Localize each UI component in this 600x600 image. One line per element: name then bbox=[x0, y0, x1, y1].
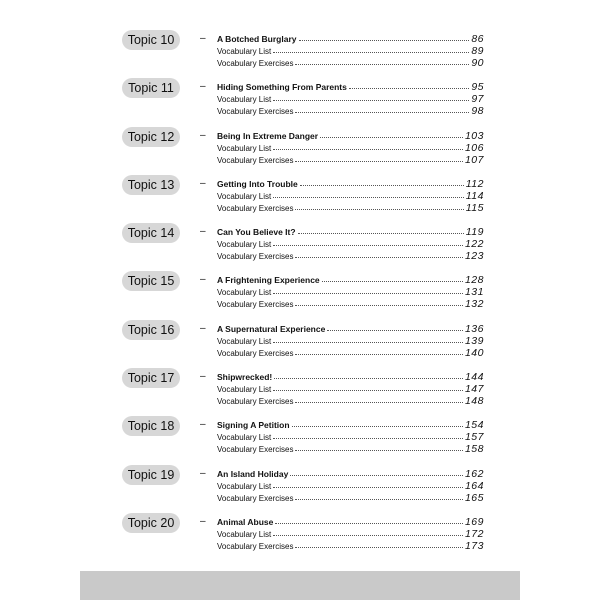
dot-leader bbox=[327, 322, 463, 331]
toc-entry bbox=[122, 78, 484, 126]
page-number: 169 bbox=[464, 515, 484, 528]
page-number: 140 bbox=[464, 346, 484, 359]
page-number: 165 bbox=[464, 491, 484, 504]
topic-label: Topic 11 bbox=[122, 78, 180, 98]
vocab-list-label: Vocabulary List bbox=[217, 288, 272, 298]
topic-label: Topic 10 bbox=[122, 30, 180, 50]
topic-title: Getting Into Trouble bbox=[217, 178, 298, 189]
toc-entry bbox=[122, 30, 484, 78]
page-number: 119 bbox=[465, 226, 484, 239]
page-number: 154 bbox=[464, 419, 484, 432]
dot-leader bbox=[295, 56, 469, 65]
vocab-list-label: Vocabulary List bbox=[217, 95, 272, 105]
dot-leader bbox=[322, 273, 463, 282]
topic-title: A Botched Burglary bbox=[217, 34, 297, 44]
toc-vocab-exercises-line[interactable] bbox=[217, 540, 484, 552]
toc-vocab-exercises-line[interactable] bbox=[217, 250, 484, 262]
table-of-contents bbox=[122, 30, 484, 561]
toc-entry bbox=[122, 368, 484, 416]
separator-dash: – bbox=[200, 371, 206, 383]
dot-leader bbox=[298, 225, 464, 234]
page-number: 112 bbox=[465, 177, 484, 190]
footer-bar bbox=[80, 571, 520, 600]
vocab-list-label: Vocabulary List bbox=[217, 385, 272, 395]
page-number: 114 bbox=[465, 189, 484, 202]
separator-dash: – bbox=[200, 129, 206, 141]
page-number: 139 bbox=[464, 334, 484, 347]
toc-vocab-exercises-line[interactable] bbox=[217, 154, 484, 166]
topic-title: Signing A Petition bbox=[217, 420, 290, 431]
vocab-list-label: Vocabulary List bbox=[217, 481, 272, 491]
page-number: 136 bbox=[464, 322, 484, 335]
dot-leader bbox=[295, 153, 462, 162]
separator-dash: – bbox=[200, 33, 206, 44]
vocab-list-label: Vocabulary List bbox=[217, 529, 272, 539]
vocab-exercises-label: Vocabulary Exercises bbox=[217, 107, 294, 117]
toc-entry bbox=[122, 416, 484, 464]
topic-title: Shipwrecked! bbox=[217, 372, 273, 383]
topic-label: Topic 20 bbox=[122, 513, 180, 533]
page-number: 90 bbox=[471, 57, 484, 69]
toc-vocab-exercises-line[interactable] bbox=[217, 202, 484, 214]
dot-leader bbox=[320, 129, 463, 138]
toc-entry bbox=[122, 127, 484, 175]
page-number: 86 bbox=[471, 33, 484, 45]
vocab-exercises-label: Vocabulary Exercises bbox=[217, 59, 294, 68]
separator-dash: – bbox=[200, 419, 206, 431]
dot-leader bbox=[295, 297, 462, 306]
topic-label: Topic 15 bbox=[122, 271, 180, 291]
dot-leader bbox=[295, 104, 469, 113]
dot-leader bbox=[274, 370, 463, 379]
page-number: 173 bbox=[464, 539, 484, 552]
page-number: 115 bbox=[465, 201, 484, 214]
topic-title: A Supernatural Experience bbox=[217, 323, 326, 334]
dot-leader bbox=[273, 92, 469, 101]
dot-leader bbox=[295, 201, 463, 210]
topic-label: Topic 18 bbox=[122, 416, 180, 436]
dot-leader bbox=[273, 141, 463, 150]
page-number: 97 bbox=[471, 93, 484, 106]
toc-vocab-exercises-line[interactable] bbox=[217, 298, 484, 310]
page-number: 128 bbox=[464, 274, 484, 287]
topic-title: Can You Believe It? bbox=[217, 227, 296, 238]
page-number: 95 bbox=[471, 81, 484, 94]
page-number: 158 bbox=[464, 443, 484, 456]
dot-leader bbox=[295, 442, 462, 451]
vocab-list-label: Vocabulary List bbox=[217, 191, 272, 201]
dot-leader bbox=[295, 346, 462, 355]
vocab-list-label: Vocabulary List bbox=[217, 433, 272, 443]
dot-leader bbox=[349, 80, 469, 89]
dot-leader bbox=[299, 32, 470, 41]
dot-leader bbox=[273, 479, 463, 488]
dot-leader bbox=[275, 515, 463, 524]
topic-title: A Frightening Experience bbox=[217, 275, 320, 286]
topic-label: Topic 17 bbox=[122, 368, 180, 388]
dot-leader bbox=[273, 527, 463, 536]
vocab-exercises-label: Vocabulary Exercises bbox=[217, 445, 294, 455]
page-number: 148 bbox=[464, 395, 484, 408]
separator-dash: – bbox=[200, 81, 206, 93]
dot-leader bbox=[273, 189, 463, 198]
vocab-list-label: Vocabulary List bbox=[217, 47, 272, 56]
page-number: 144 bbox=[464, 371, 484, 384]
toc-vocab-exercises-line[interactable] bbox=[217, 57, 484, 69]
dot-leader bbox=[290, 467, 463, 476]
dot-leader bbox=[273, 430, 463, 439]
page-number: 103 bbox=[464, 129, 484, 142]
page-number: 106 bbox=[464, 141, 484, 154]
dot-leader bbox=[295, 491, 462, 500]
page-number: 157 bbox=[464, 431, 484, 444]
dot-leader bbox=[292, 418, 463, 427]
separator-dash: – bbox=[200, 274, 206, 286]
toc-entry bbox=[122, 175, 484, 223]
dot-leader bbox=[273, 237, 463, 246]
page-number: 89 bbox=[471, 45, 484, 57]
dot-leader bbox=[273, 44, 469, 53]
dot-leader bbox=[300, 177, 464, 186]
vocab-list-label: Vocabulary List bbox=[217, 143, 272, 153]
page-number: 107 bbox=[464, 153, 484, 166]
dot-leader bbox=[295, 249, 462, 258]
toc-entry bbox=[122, 465, 484, 513]
topic-title: An Island Holiday bbox=[217, 468, 289, 479]
separator-dash: – bbox=[200, 322, 206, 334]
page-number: 98 bbox=[471, 105, 484, 118]
toc-vocab-exercises-line[interactable] bbox=[217, 492, 484, 504]
topic-title: Animal Abuse bbox=[217, 516, 274, 527]
dot-leader bbox=[273, 334, 463, 343]
page-number: 132 bbox=[464, 298, 484, 311]
vocab-list-label: Vocabulary List bbox=[217, 240, 272, 250]
dot-leader bbox=[295, 394, 462, 403]
topic-label: Topic 12 bbox=[122, 127, 180, 147]
dot-leader bbox=[273, 382, 463, 391]
separator-dash: – bbox=[200, 467, 206, 479]
page-number: 131 bbox=[464, 286, 484, 299]
vocab-exercises-label: Vocabulary Exercises bbox=[217, 493, 294, 503]
toc-vocab-exercises-line[interactable] bbox=[217, 395, 484, 407]
topic-title: Being In Extreme Danger bbox=[217, 130, 319, 141]
page-number: 162 bbox=[464, 467, 484, 480]
toc-entry bbox=[122, 513, 484, 561]
page-number: 164 bbox=[464, 479, 484, 492]
toc-entry bbox=[122, 271, 484, 319]
toc-vocab-exercises-line[interactable] bbox=[217, 443, 484, 455]
topic-label: Topic 14 bbox=[122, 223, 180, 243]
topic-label: Topic 13 bbox=[122, 175, 180, 195]
dot-leader bbox=[273, 285, 463, 294]
vocab-exercises-label: Vocabulary Exercises bbox=[217, 348, 294, 358]
page-number: 172 bbox=[464, 527, 484, 540]
page-number: 122 bbox=[464, 238, 484, 251]
vocab-exercises-label: Vocabulary Exercises bbox=[217, 300, 294, 310]
toc-vocab-exercises-line[interactable] bbox=[217, 347, 484, 359]
toc-vocab-exercises-line[interactable] bbox=[217, 105, 484, 117]
topic-label: Topic 16 bbox=[122, 320, 180, 340]
vocab-exercises-label: Vocabulary Exercises bbox=[217, 155, 294, 165]
toc-entry bbox=[122, 223, 484, 271]
dot-leader bbox=[295, 539, 462, 548]
page-number: 123 bbox=[464, 250, 484, 263]
vocab-exercises-label: Vocabulary Exercises bbox=[217, 252, 294, 262]
separator-dash: – bbox=[200, 226, 206, 238]
vocab-exercises-label: Vocabulary Exercises bbox=[217, 541, 294, 551]
vocab-exercises-label: Vocabulary Exercises bbox=[217, 397, 294, 407]
topic-label: Topic 19 bbox=[122, 465, 180, 485]
topic-title: Hiding Something From Parents bbox=[217, 82, 347, 93]
page-number: 147 bbox=[464, 383, 484, 396]
toc-entry bbox=[122, 320, 484, 368]
separator-dash: – bbox=[200, 177, 206, 189]
vocab-exercises-label: Vocabulary Exercises bbox=[217, 203, 294, 213]
separator-dash: – bbox=[200, 515, 206, 527]
vocab-list-label: Vocabulary List bbox=[217, 336, 272, 346]
